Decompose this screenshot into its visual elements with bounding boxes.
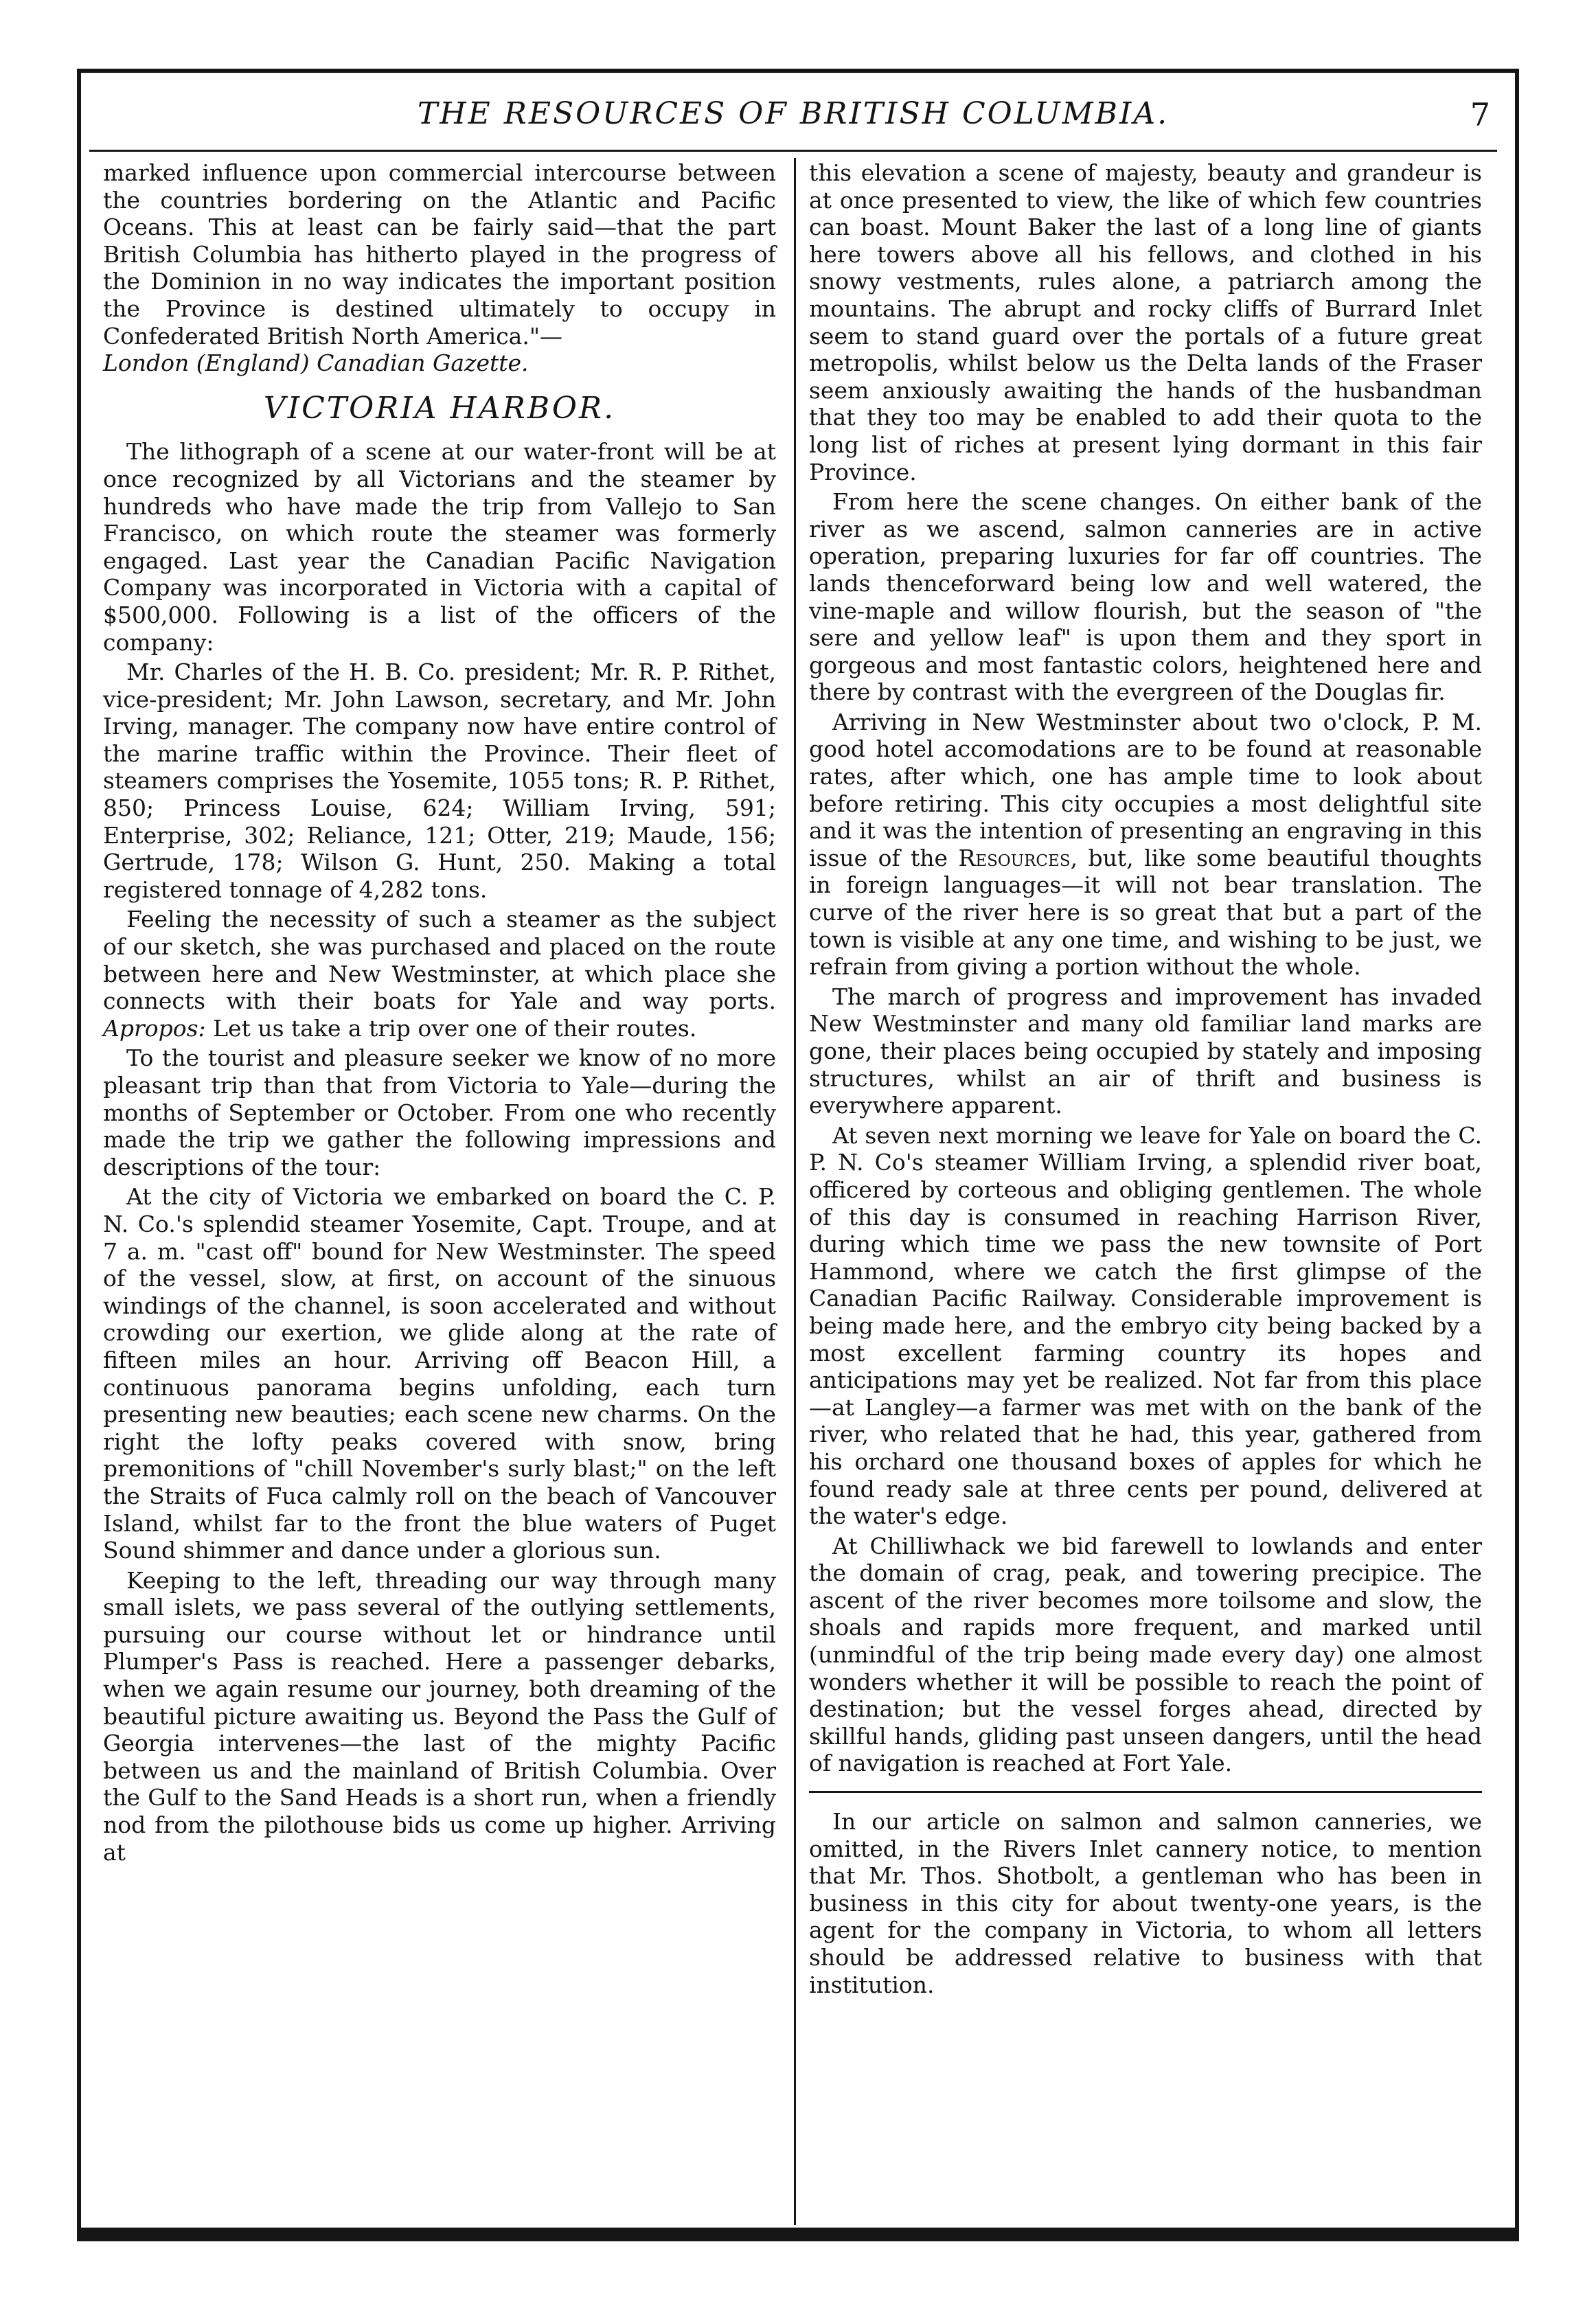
right-column: [809, 159, 1482, 2001]
column-divider: [794, 158, 796, 2225]
correction-note: In our article on salmon and salmon canneries, we omitted, in the Rivers Inlet cannery notice, to mention that Mr. Thos. Shotbolt, a gentleman who has been in business in this city for about twenty-one years, is the agent for the company in Victoria, to whom all letters should be addressed relative to business with that institution.: [809, 1808, 1482, 1998]
source-credit: London (England) Canadian Gazette.: [103, 350, 529, 377]
page-header: [89, 96, 1497, 151]
paragraph: [103, 159, 776, 377]
article-heading: VICTORIA HARBOR.: [263, 390, 616, 426]
paragraph-text: marked influence upon commercial intercourse between the countries bordering on the Atlantic and Pacific Oceans. This at least can be fairly said—that the part British Columbia has hitherto played in the progress of the Dominion in no way indicates the important position the Province is destined ultimately to occupy in Confederated British North America."—: [103, 159, 776, 350]
paragraph-text: Let us take a trip over one of their routes.: [213, 1014, 697, 1042]
paragraph: [809, 709, 1482, 981]
paragraph-text: Feeling the necessity of such a steamer as the subject of our sketch, she was purchased and placed on the route between here and New Westminster, at which place she connects with their boats for Yale and way ports.: [103, 906, 776, 1015]
paragraph: From here the scene changes. On either bank of the river as we ascend, salmon canneries are in active operation, preparing luxuries for far off countries. The lands thenceforward being low and well watered, the vine-maple and willow flourish, but the season of "the sere and yellow leaf" is upon them and they sport in gorgeous and most fantastic colors, heightened here and there by contrast with the evergreen of the Douglas fir.: [809, 488, 1482, 706]
page-number: 7: [1470, 96, 1490, 133]
page-border-bottom-thick: [77, 2232, 1519, 2241]
paragraph: The march of progress and improvement has invaded New Westminster and many old familiar land marks are gone, their places being occupied by stately and imposing structures, whilst an air of thrift and business is everywhere apparent.: [809, 983, 1482, 1119]
paragraph: At seven next morning we leave for Yale on board the C. P. N. Co's steamer William Irving, a splendid river boat, officered by corteous and obliging gentlemen. The whole of this day is consumed in reaching Harrison River, during which time we pass the new townsite of Port Hammond, where we catch the first glimpse of the Canadian Pacific Railway. Considerable improvement is being made here, and the embryo city being backed by a most excellent farming country its hopes and anticipations may yet be realized. Not far from this place—at Langley—a farmer was met with on the bank of the river, who related that he had, this year, gathered from his orchard one thousand boxes of apples for which he found ready sale at three cents per pound, delivered at the water's edge.: [809, 1121, 1482, 1530]
paragraph: At Chilliwhack we bid farewell to lowlands and enter the domain of crag, peak, and towering precipice. The ascent of the river becomes more toilsome and slow, the shoals and rapids more frequent, and marked until (unmindful of the trip being made every day) one almost wonders whether it will be possible to reach the point of destination; but the vessel forges ahead, directed by skillful hands, gliding past unseen dangers, until the head of navigation is reached at Fort Yale.: [809, 1532, 1482, 1777]
header-rule: [89, 150, 1497, 152]
left-column: [103, 159, 776, 1868]
paragraph: At the city of Victoria we embarked on board the C. P. N. Co.'s splendid steamer Yosemite, Capt. Troupe, and at 7 a. m. "cast off" bound for New Westminster. The speed of the vessel, slow, at first, on account of the sinuous windings of the channel, is soon accelerated and without crowding our exertion, we glide along at the rate of fifteen miles an hour. Arriving off Beacon Hill, a continuous panorama begins unfolding, each turn presenting new beauties; each scene new charms. On the right the lofty peaks covered with snow, bring premonitions of "chill November's surly blast;" on the left the Straits of Fuca calmly roll on the beach of Vancouver Island, whilst far to the front the blue waters of Puget Sound shimmer and dance under a glorious sun.: [103, 1183, 776, 1564]
paragraph: Mr. Charles of the H. B. Co. president; Mr. R. P. Rithet, vice-president; Mr. John Lawson, secretary, and Mr. John Irving, manager. The company now have entire control of the marine traffic within the Province. Their fleet of steamers comprises the Yosemite, 1055 tons; R. P. Rithet, 850; Princess Louise, 624; William Irving, 591; Enterprise, 302; Reliance, 121; Otter, 219; Maude, 156; Gertrude, 178; Wilson G. Hunt, 250. Making a total registered tonnage of 4,282 tons.: [103, 659, 776, 903]
running-title: THE RESOURCES OF BRITISH COLUMBIA.: [417, 96, 1170, 131]
paragraph: this elevation a scene of majesty, beauty and grandeur is at once presented to view, the like of which few countries can boast. Mount Baker the last of a long line of giants here towers above all his fellows, and clothed in his snowy vestments, rules alone, a patriarch among the mountains. The abrupt and rocky cliffs of Burrard Inlet seem to stand guard over the portals of a future great metropolis, whilst below us the Delta lands of the Fraser seem anxiously awaiting the hands of the husbandman that they too may be enabled to add their quota to the long list of riches at present lying dormant in this fair Province.: [809, 159, 1482, 485]
italic-word: Apropos:: [103, 1014, 206, 1042]
paragraph: [103, 906, 776, 1042]
paragraph: Keeping to the left, threading our way through many small islets, we pass several of the outlying settlements, pursuing our course without let or hindrance until Plumper's Pass is reached. Here a passenger debarks, when we again resume our journey, both dreaming of the beautiful picture awaiting us. Beyond the Pass the Gulf of Georgia intervenes—the last of the mighty Pacific between us and the mainland of British Columbia. Over the Gulf to the Sand Heads is a short run, when a friendly nod from the pilothouse bids us come up higher. Arriving at: [103, 1566, 776, 1866]
paragraph: The lithograph of a scene at our water-front will be at once recognized by all Victorians and the steamer by hundreds who have made the trip from Vallejo to San Francisco, on which route the steamer was formerly engaged. Last year the Canadian Pacific Navigation Company was incorporated in Victoria with a capital of $500,000. Following is a list of the officers of the company:: [103, 438, 776, 656]
small-caps-word: Resources,: [958, 844, 1078, 871]
paragraph-text: but, like some beautiful thoughts in foreign languages—it will not bear translation. The curve of the river here is so great that but a part of the town is visible at any one time, and wishing to be just, we refrain from giving a portion without the whole.: [809, 844, 1482, 981]
paragraph: To the tourist and pleasure seeker we know of no more pleasant trip than that from Victoria to Yale—during the months of September or October. From one who recently made the trip we gather the following impressions and descriptions of the tour:: [103, 1044, 776, 1180]
note-divider: [809, 1791, 1482, 1793]
paragraph-text: Arriving in New Westminster about two o'clock, P. M. good hotel accomodations are to be found at reasonable rates, after which, one has ample time to look about before retiring. This city occupies a most delightful site and it was the intention of presenting an engraving in this issue of the: [809, 708, 1482, 871]
